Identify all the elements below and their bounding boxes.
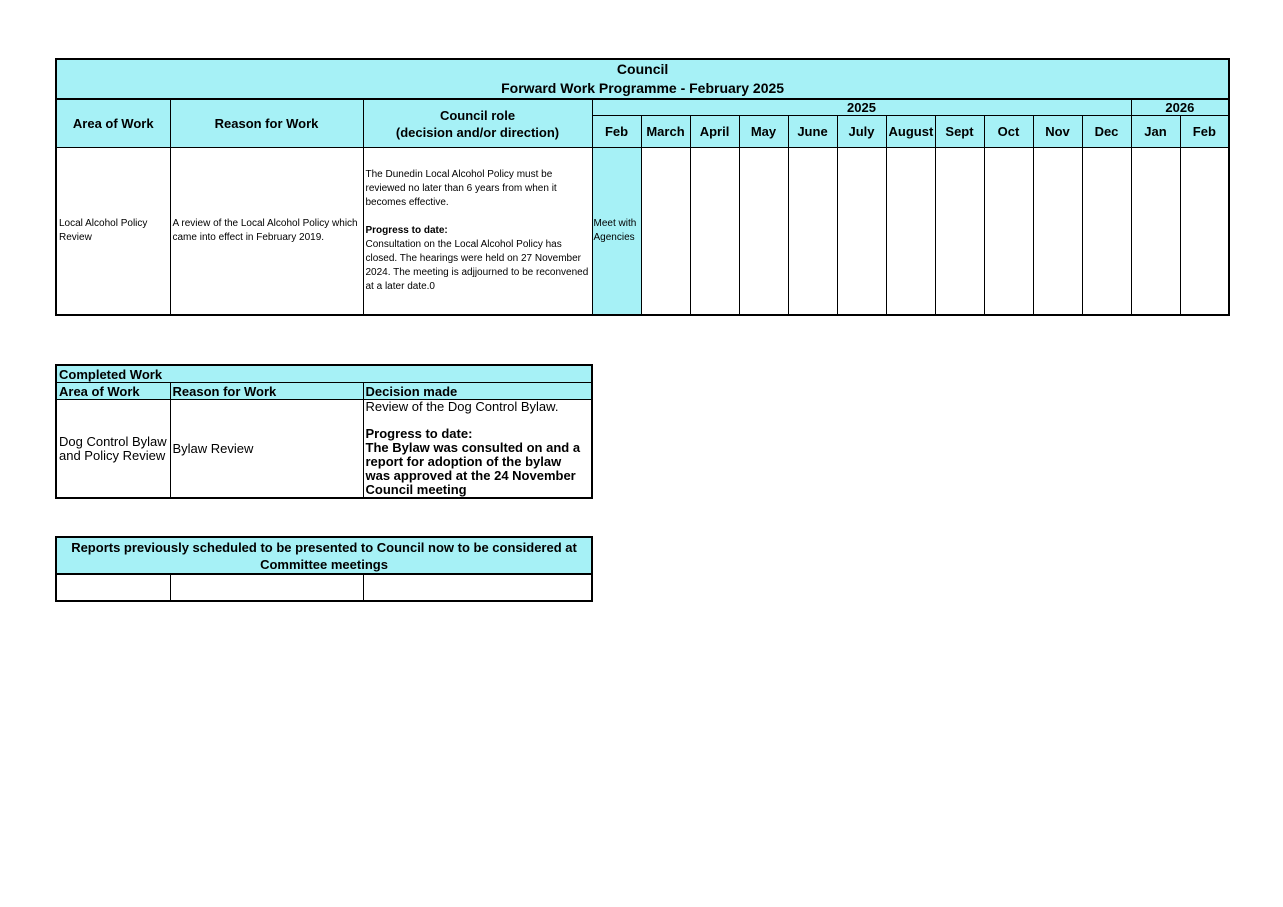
decision-intro-text: Review of the Dog Control Bylaw. [365, 399, 559, 414]
cell-month-empty [886, 148, 935, 316]
month-header: June [788, 116, 837, 148]
forward-work-table [55, 58, 1230, 316]
month-header: Feb [1180, 116, 1229, 148]
header-year-2026: 2026 [1131, 99, 1229, 116]
reports-rescheduled-table [55, 536, 593, 602]
month-header: April [690, 116, 739, 148]
header-reason-for-work: Reason for Work [170, 99, 363, 148]
completed-cell-reason: Bylaw Review [170, 400, 363, 499]
cell-month-empty [984, 148, 1033, 316]
month-header: Dec [1082, 116, 1131, 148]
month-header: July [837, 116, 886, 148]
reports-cell-empty [56, 574, 170, 601]
month-header: March [641, 116, 690, 148]
completed-header-reason: Reason for Work [170, 383, 363, 400]
reports-cell-empty [363, 574, 592, 601]
completed-header-decision: Decision made [363, 383, 592, 400]
cell-month-empty [1131, 148, 1180, 316]
progress-text: Consultation on the Local Alcohol Policy has closed. The hearings were held on 27 November 2024. The meeting is adjjourned to be reconvened at a later date.0 [365, 239, 589, 292]
progress-label: Progress to date: [365, 225, 448, 236]
table-row [56, 400, 592, 499]
month-header: Nov [1033, 116, 1082, 148]
month-header: May [739, 116, 788, 148]
cell-month-empty [837, 148, 886, 316]
reports-cell-empty [170, 574, 363, 601]
title-line-1: Council [616, 61, 669, 77]
cell-month-empty [1180, 148, 1229, 316]
cell-month-empty [1082, 148, 1131, 316]
completed-cell-decision [363, 400, 592, 499]
completed-work-table [55, 364, 593, 499]
reports-rescheduled-title: Reports previously scheduled to be presented to Council now to be considered at Committee meetings [56, 537, 592, 574]
month-header: Sept [935, 116, 984, 148]
cell-month-empty [641, 148, 690, 316]
month-header: Oct [984, 116, 1033, 148]
title-line-2: Forward Work Programme - February 2025 [501, 80, 785, 96]
cell-month-empty [690, 148, 739, 316]
completed-progress-label: Progress to date: [365, 426, 473, 441]
header-area-of-work: Area of Work [56, 99, 170, 148]
month-header: August [886, 116, 935, 148]
header-year-2025: 2025 [592, 99, 1131, 116]
table-row [56, 574, 592, 601]
cell-feb-2025: Meet with Agencies [592, 148, 641, 316]
completed-work-title: Completed Work [56, 365, 592, 383]
cell-month-empty [1033, 148, 1082, 316]
month-header: Feb [592, 116, 641, 148]
cell-month-empty [788, 148, 837, 316]
month-header: Jan [1131, 116, 1180, 148]
role-intro-text: The Dunedin Local Alcohol Policy must be reviewed no later than 6 years from when it becomes effective. [365, 169, 557, 208]
page-title [56, 59, 1229, 99]
completed-progress-text: The Bylaw was consulted on and a report for adoption of the bylaw was approved at the 24 November Council meeting [365, 440, 581, 497]
completed-cell-area: Dog Control Bylaw and Policy Review [56, 400, 170, 499]
header-council-role: Council role (decision and/or direction) [363, 99, 592, 148]
completed-header-area: Area of Work [56, 383, 170, 400]
cell-month-empty [739, 148, 788, 316]
cell-month-empty [935, 148, 984, 316]
cell-council-role [363, 148, 592, 316]
cell-reason-for-work: A review of the Local Alcohol Policy which came into effect in February 2019. [170, 148, 363, 316]
table-row [56, 148, 1229, 316]
cell-area-of-work: Local Alcohol Policy Review [56, 148, 170, 316]
